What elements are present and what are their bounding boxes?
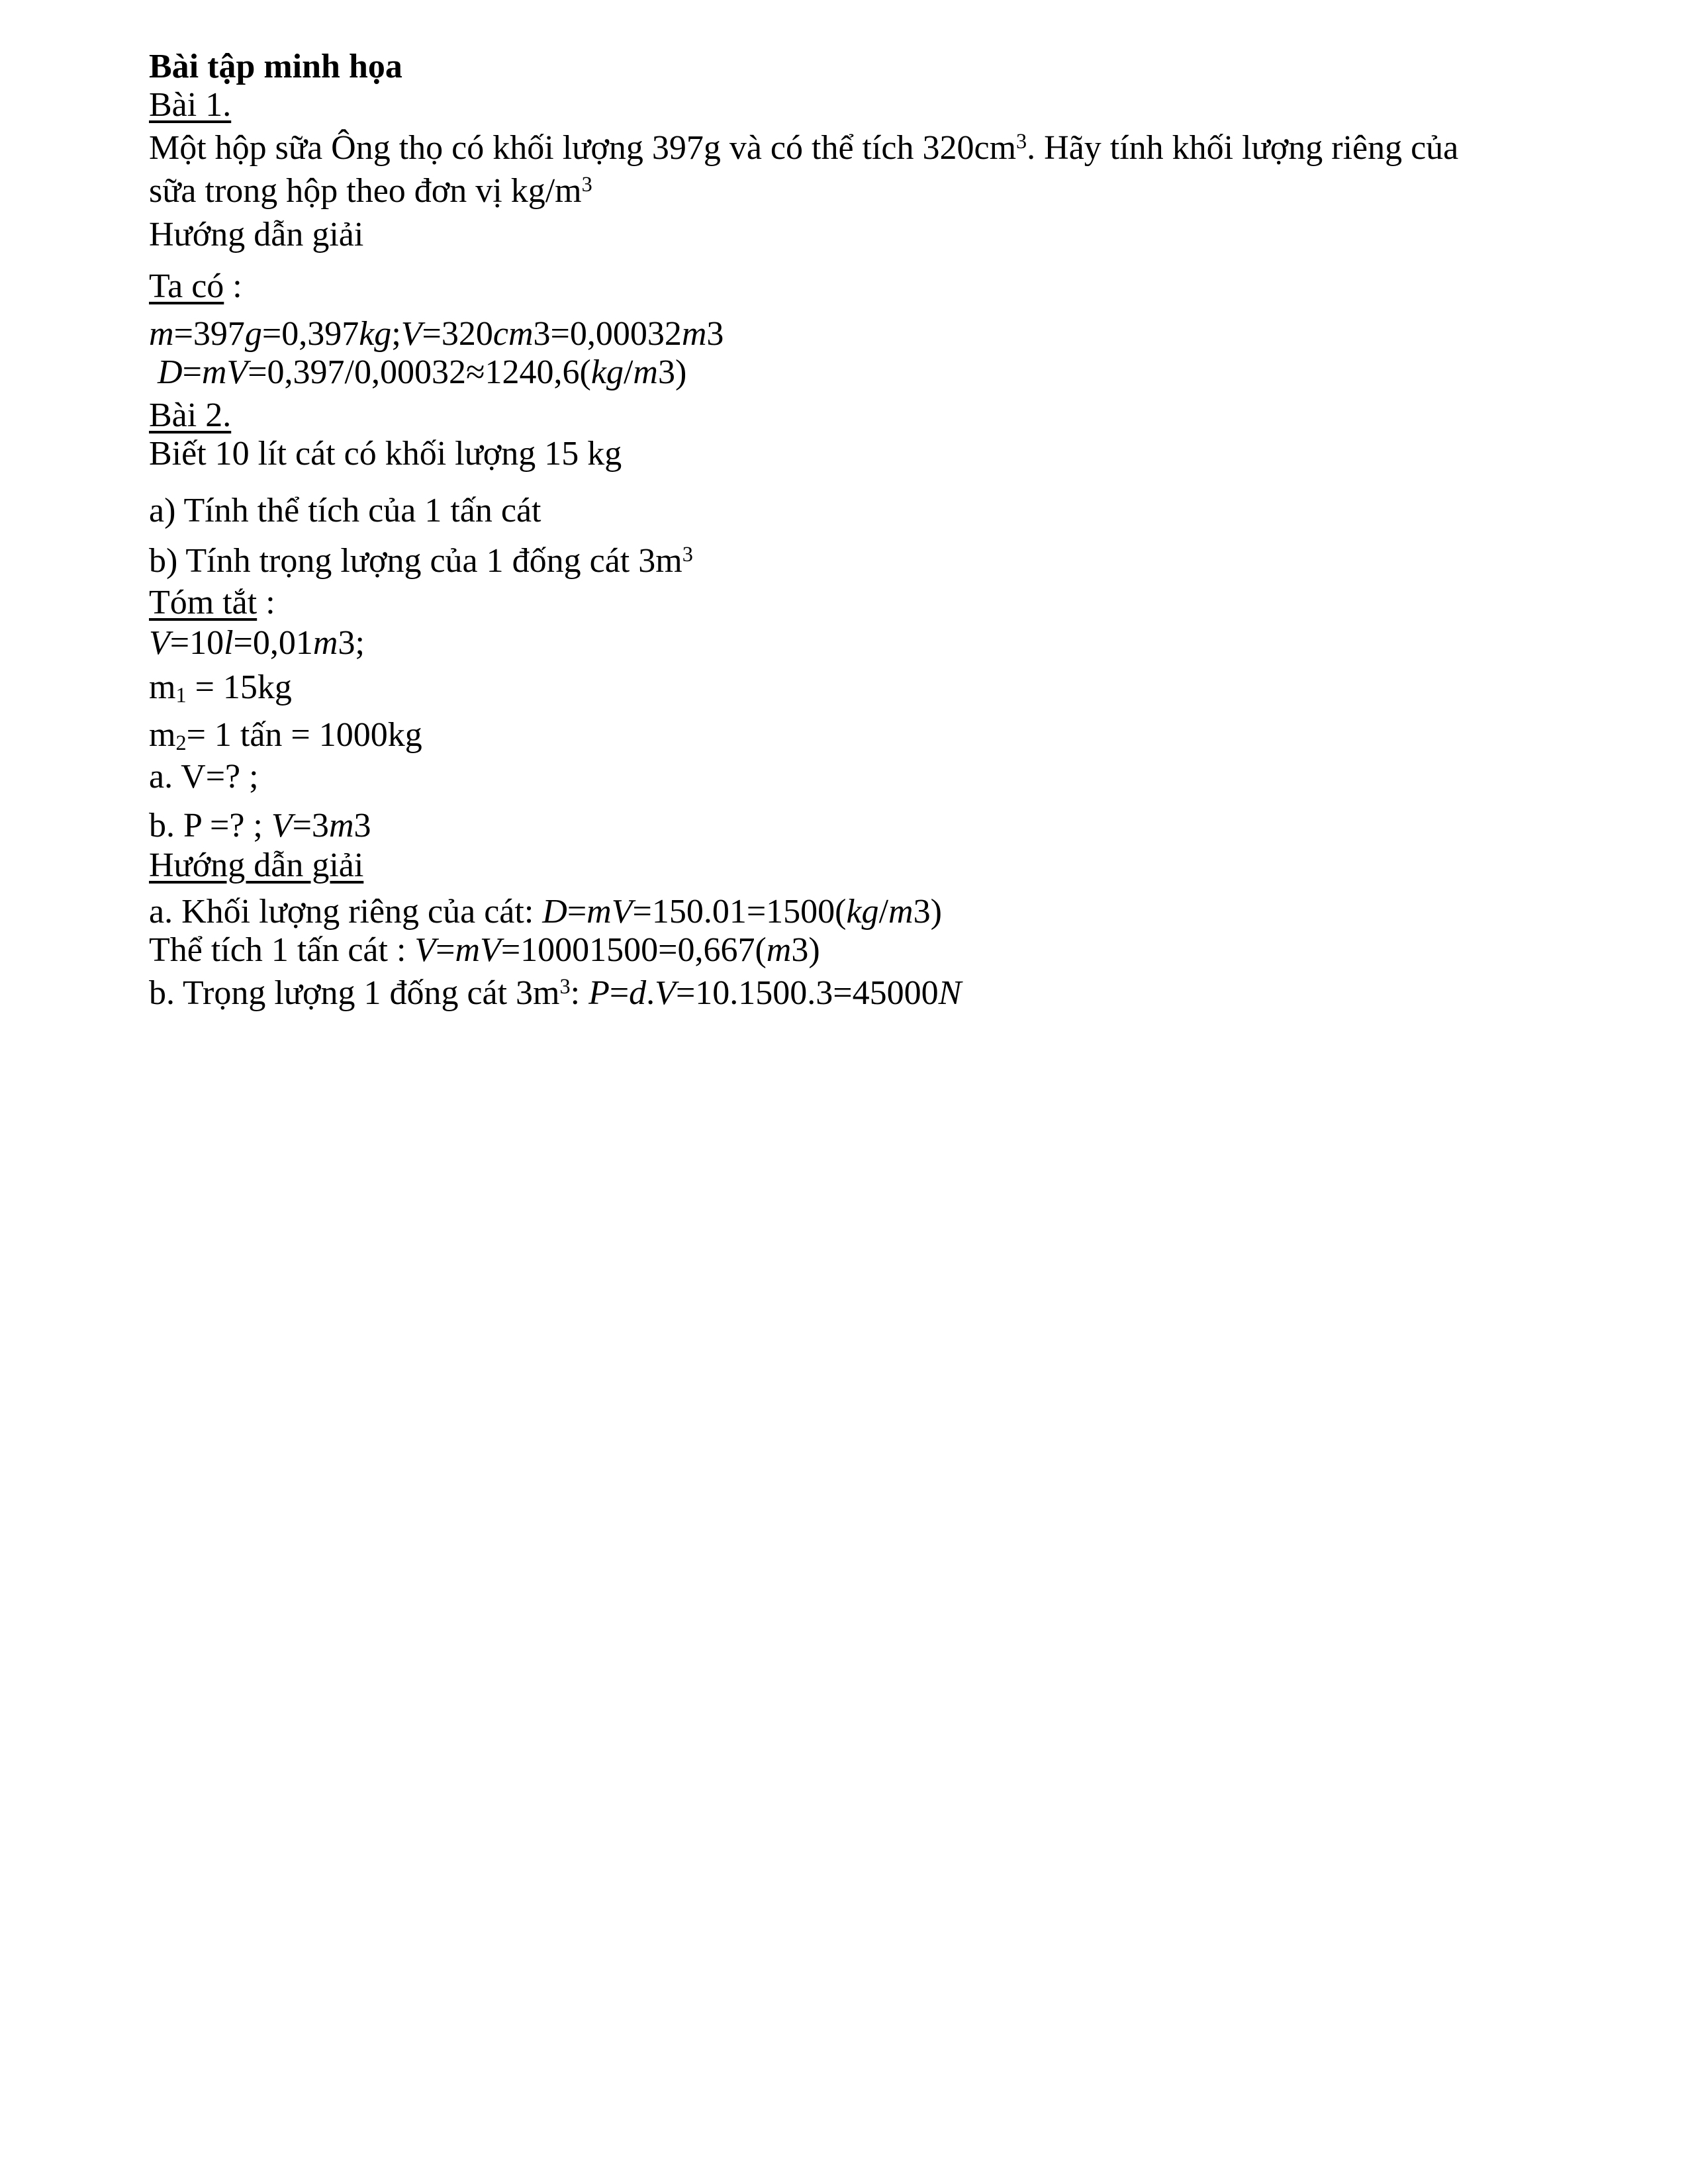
solution-1-eq-1-segment: g <box>244 315 262 353</box>
solution-2-part-b <box>149 974 1458 1016</box>
solution-2-part-b-segment: P <box>588 974 610 1012</box>
solution-1-eq-1-segment: 3 <box>706 315 724 353</box>
solution-2-part-a-density-segment: 3) <box>913 893 942 931</box>
tom-tat-label <box>149 584 1458 622</box>
summary-eq-m1-segment: = 15kg <box>186 668 292 706</box>
problem-2-text-segment: Biết 10 lít cát có khối lượng 15 kg <box>149 435 622 473</box>
solution-2-part-a-density-segment: =150.01=1500( <box>632 893 847 931</box>
solution-1-eq-1-segment: V <box>400 315 422 353</box>
solution-1-eq-2 <box>149 353 1458 392</box>
bai-2-heading <box>149 396 1458 435</box>
solution-2-part-b-segment: = <box>609 974 630 1012</box>
problem-2-text <box>149 435 1458 473</box>
summary-eq-volume-segment: =10 <box>169 624 224 662</box>
problem-2-part-b <box>149 542 1458 584</box>
summary-question-b-segment: m <box>328 807 354 844</box>
solution-2-part-a-density-segment: mV <box>586 893 633 931</box>
summary-eq-volume <box>149 624 1458 662</box>
solution-2-part-a-density-segment: D <box>542 893 567 931</box>
solution-2-part-b-segment: N <box>938 974 962 1012</box>
summary-question-b-segment: V <box>271 807 293 844</box>
solution-2-part-a-density-segment: a. Khối lượng riêng của cát: <box>149 893 543 931</box>
summary-eq-volume-segment: V <box>149 624 170 662</box>
solution-2-part-a-density-segment: kg <box>846 893 879 931</box>
problem-2-part-b-segment: 3 <box>682 541 693 566</box>
solution-2-part-a-volume-segment: V <box>414 931 436 969</box>
summary-eq-m1-segment: m <box>149 668 176 706</box>
solution-1-eq-1-segment: kg <box>359 315 392 353</box>
solution-1-heading <box>149 216 1458 254</box>
tom-tat-label-segment: Tóm tắt <box>149 584 258 621</box>
solution-1-eq-1-segment: =397 <box>173 315 245 353</box>
solution-1-eq-2-segment: 3) <box>657 353 687 391</box>
summary-question-a-segment: a. V=? ; <box>149 758 259 796</box>
solution-2-part-b-segment: 3 <box>559 974 571 998</box>
solution-2-part-b-segment: d <box>629 974 647 1012</box>
solution-1-eq-2-segment: m <box>633 353 658 391</box>
summary-eq-volume-segment: l <box>224 624 234 662</box>
title-segment: Bài tập minh họa <box>149 48 402 85</box>
solution-2-part-b-segment: V <box>655 974 676 1012</box>
problem-1-text-line-2 <box>149 172 1458 214</box>
solution-1-eq-1-segment: cm <box>492 315 534 353</box>
solution-1-eq-2-segment <box>149 353 158 391</box>
solution-1-heading-segment: Hướng dẫn giải <box>149 216 364 253</box>
solution-1-eq-1-segment: ; <box>391 315 401 353</box>
problem-1-text-line-2-segment: sữa trong hộp theo đơn vị kg/m <box>149 172 582 210</box>
summary-eq-volume-segment: =0,01 <box>233 624 313 662</box>
problem-2-part-b-segment: b) Tính trọng lượng của 1 đống cát 3m <box>149 542 682 580</box>
solution-2-part-a-density-segment: / <box>878 893 889 931</box>
problem-2-part-a <box>149 492 1458 530</box>
solution-2-part-a-volume-segment: Thể tích 1 tấn cát : <box>149 931 415 969</box>
title <box>149 48 1458 86</box>
solution-1-eq-2-segment: mV <box>201 353 248 391</box>
bai-1-heading-segment: Bài 1. <box>149 86 232 124</box>
solution-2-part-a-volume-segment: m <box>766 931 792 969</box>
bai-2-heading-segment: Bài 2. <box>149 396 232 434</box>
document-body <box>149 48 1458 1016</box>
solution-2-part-a-volume-segment: 3) <box>791 931 820 969</box>
solution-1-eq-2-segment: kg <box>590 353 624 391</box>
solution-1-eq-1-segment: =320 <box>422 315 493 353</box>
solution-2-part-b-segment: . <box>646 974 655 1012</box>
summary-eq-m1 <box>149 668 1458 710</box>
solution-1-eq-1 <box>149 315 1458 353</box>
summary-eq-m2 <box>149 716 1458 758</box>
solution-2-part-b-segment: : <box>570 974 589 1012</box>
summary-eq-volume-segment: m <box>312 624 338 662</box>
summary-question-a <box>149 758 1458 796</box>
solution-1-eq-2-segment: D <box>158 353 183 391</box>
summary-eq-m2-segment: 2 <box>175 730 187 754</box>
solution-1-eq-2-segment: = <box>182 353 202 391</box>
problem-2-part-a-segment: a) Tính thể tích của 1 tấn cát <box>149 492 541 529</box>
solution-1-eq-2-segment: / <box>623 353 633 391</box>
solution-1-eq-1-segment: m <box>149 315 174 353</box>
summary-eq-m2-segment: = 1 tấn = 1000kg <box>186 716 422 754</box>
problem-1-text-line-1 <box>149 129 1458 171</box>
solution-2-part-a-density-segment: m <box>888 893 914 931</box>
solution-2-part-a-volume-segment: = <box>436 931 455 969</box>
problem-1-text-line-1-segment: . Hãy tính khối lượng riêng của <box>1027 129 1459 167</box>
problem-1-text-line-1-segment: 3 <box>1016 128 1027 153</box>
solution-1-eq-1-segment: 3=0,00032 <box>533 315 682 353</box>
solution-2-heading <box>149 846 1458 885</box>
tom-tat-label-segment: : <box>257 584 275 621</box>
solution-2-part-a-density <box>149 893 1458 931</box>
summary-question-b-segment: 3 <box>353 807 371 844</box>
solution-2-part-a-volume-segment: mV <box>455 931 501 969</box>
solution-2-heading-segment: Hướng dẫn giải <box>149 846 364 884</box>
solution-1-eq-1-segment: =0,397 <box>261 315 359 353</box>
solution-2-part-b-segment: =10.1500.3=45000 <box>675 974 939 1012</box>
solution-2-part-a-density-segment: = <box>567 893 587 931</box>
ta-co-label <box>149 267 1458 306</box>
solution-2-part-a-volume <box>149 931 1458 970</box>
solution-2-part-b-segment: b. Trọng lượng 1 đống cát 3m <box>149 974 560 1012</box>
summary-eq-m2-segment: m <box>149 716 176 754</box>
solution-1-eq-2-segment: =0,397/0,00032≈1240,6( <box>248 353 591 391</box>
solution-1-eq-1-segment: m <box>681 315 707 353</box>
problem-1-text-line-1-segment: Một hộp sữa Ông thọ có khối lượng 397g và có thể tích 320cm <box>149 129 1017 167</box>
summary-eq-volume-segment: 3; <box>338 624 365 662</box>
summary-question-b <box>149 807 1458 845</box>
ta-co-label-segment: Ta có <box>149 267 224 305</box>
problem-1-text-line-2-segment: 3 <box>581 171 592 196</box>
ta-co-label-segment: : <box>224 267 242 305</box>
summary-eq-m1-segment: 1 <box>175 682 187 707</box>
summary-question-b-segment: b. P =? ; <box>149 807 271 844</box>
solution-2-part-a-volume-segment: =10001500=0,667( <box>500 931 767 969</box>
bai-1-heading <box>149 86 1458 124</box>
summary-question-b-segment: =3 <box>292 807 329 844</box>
